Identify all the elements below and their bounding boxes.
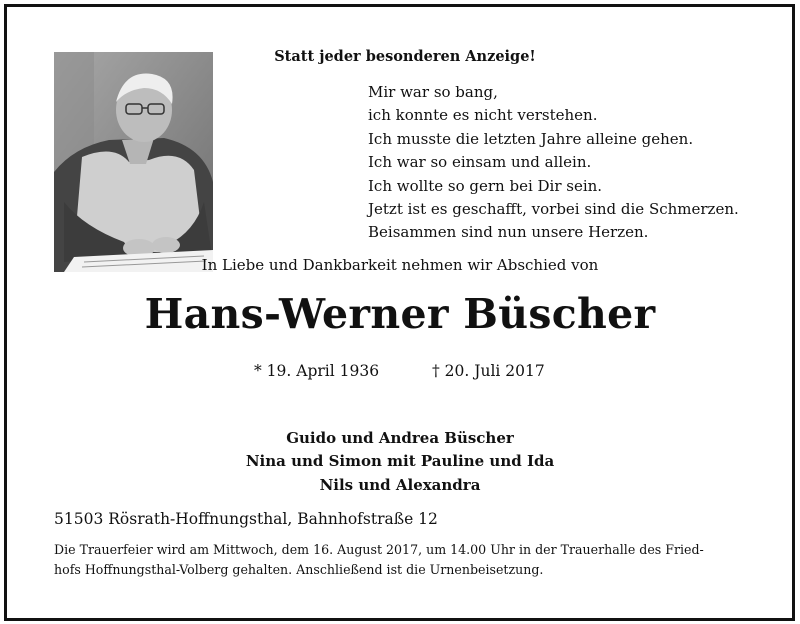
poem	[368, 81, 739, 245]
poem-line: Ich wollte so gern bei Dir sein.	[368, 176, 603, 195]
poem-line: Beisammen sind nun unsere Herzen.	[368, 223, 649, 242]
birth-date: * 19. April 1936	[254, 362, 380, 380]
poem-line: ich konnte es nicht verstehen.	[368, 106, 598, 125]
ceremony-details	[54, 540, 754, 580]
farewell-intro: In Liebe und Dankbarkeit nehmen wir Abschied von	[201, 256, 599, 274]
mourner-line: Guido und Andrea Büscher	[286, 429, 514, 447]
poem-line: Ich musste die letzten Jahre alleine gehen.	[368, 129, 694, 148]
notice-heading: Statt jeder besonderen Anzeige!	[274, 48, 536, 65]
ceremony-line: Die Trauerfeier wird am Mittwoch, dem 16. August 2017, um 14.00 Uhr in der Trauerhalle des Fried-	[54, 542, 704, 557]
death-date: † 20. Juli 2017	[432, 362, 545, 380]
ceremony-line: hofs Hoffnungsthal-Volberg gehalten. Anschließend ist die Urnenbeisetzung.	[54, 562, 544, 577]
portrait-photo	[54, 52, 213, 272]
mourner-line: Nils und Alexandra	[319, 475, 481, 494]
poem-line: Ich war so einsam und allein.	[368, 153, 592, 172]
poem-line: Jetzt ist es geschafft, vorbei sind die Schmerzen.	[368, 200, 739, 219]
mourner-line: Nina und Simon mit Pauline und Ida	[245, 452, 555, 471]
poem-line: Mir war so bang,	[368, 83, 498, 101]
deceased-name: Hans-Werner Büscher	[144, 290, 656, 338]
family-address: 51503 Rösrath-Hoffnungsthal, Bahnhofstraße 12	[54, 510, 438, 528]
mourners-list	[0, 427, 800, 497]
